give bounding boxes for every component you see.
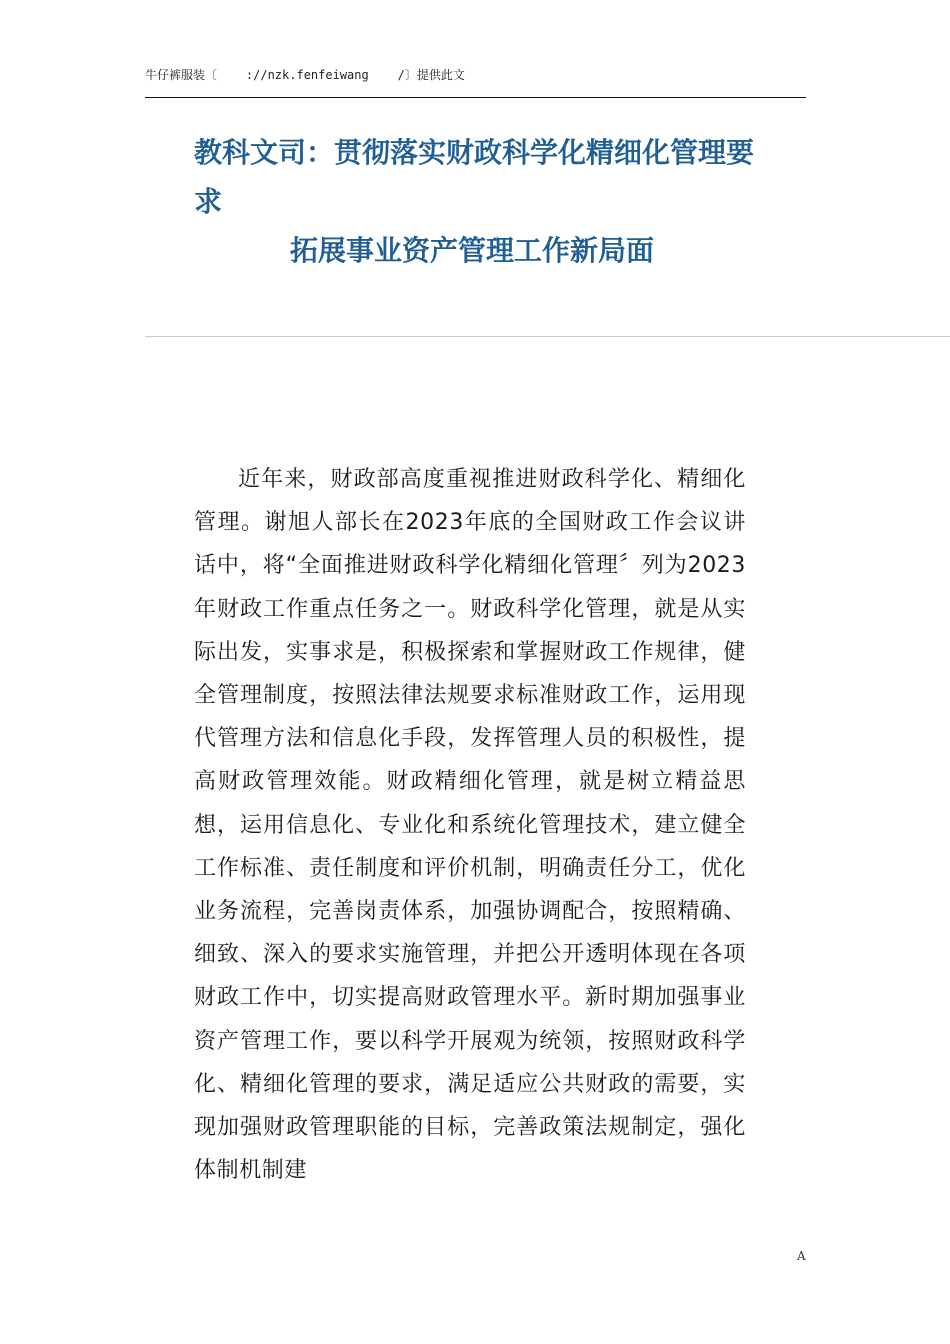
title-line-1: 教科文司：贯彻落实财政科学化精细化管理要求: [194, 136, 755, 218]
page-mark: A: [797, 1249, 806, 1263]
title-line-2: 拓展事业资产管理工作新局面: [290, 234, 655, 267]
title-divider: [145, 336, 950, 337]
document-title: [194, 128, 754, 275]
source-header: 牛仔裤服装〔 ://nzk.fenfeiwang /〕提供此文: [145, 68, 465, 82]
body-paragraph: 近年来，财政部高度重视推进财政科学化、精细化管理。谢旭人部长在2023年底的全国财政工作会议讲话中，将“全面推进财政科学化精细化管理〞列为2023年财政工作重点任务之一。财政科学化管理，就是从实际出发，实事求是，积极探索和掌握财政工作规律，健全管理制度，按照法律法规要求标准财政工作，运用现代管理方法和信息化手段，发挥管理人员的积极性，提高财政管理效能。财政精细化管理，就是树立精益思想，运用信息化、专业化和系统化管理技术，建立健全工作标准、责任制度和评价机制，明确责任分工，优化业务流程，完善岗责体系，加强协调配合，按照精确、细致、深入的要求实施管理，并把公开透明体现在各项财政工作中，切实提高财政管理水平。新时期加强事业资产管理工作，要以科学开展观为统领，按照财政科学化、精细化管理的要求，满足适应公共财政的需要，实现加强财政管理职能的目标，完善政策法规制定，强化体制机制建: [194, 467, 746, 1184]
header-divider: [145, 97, 806, 98]
